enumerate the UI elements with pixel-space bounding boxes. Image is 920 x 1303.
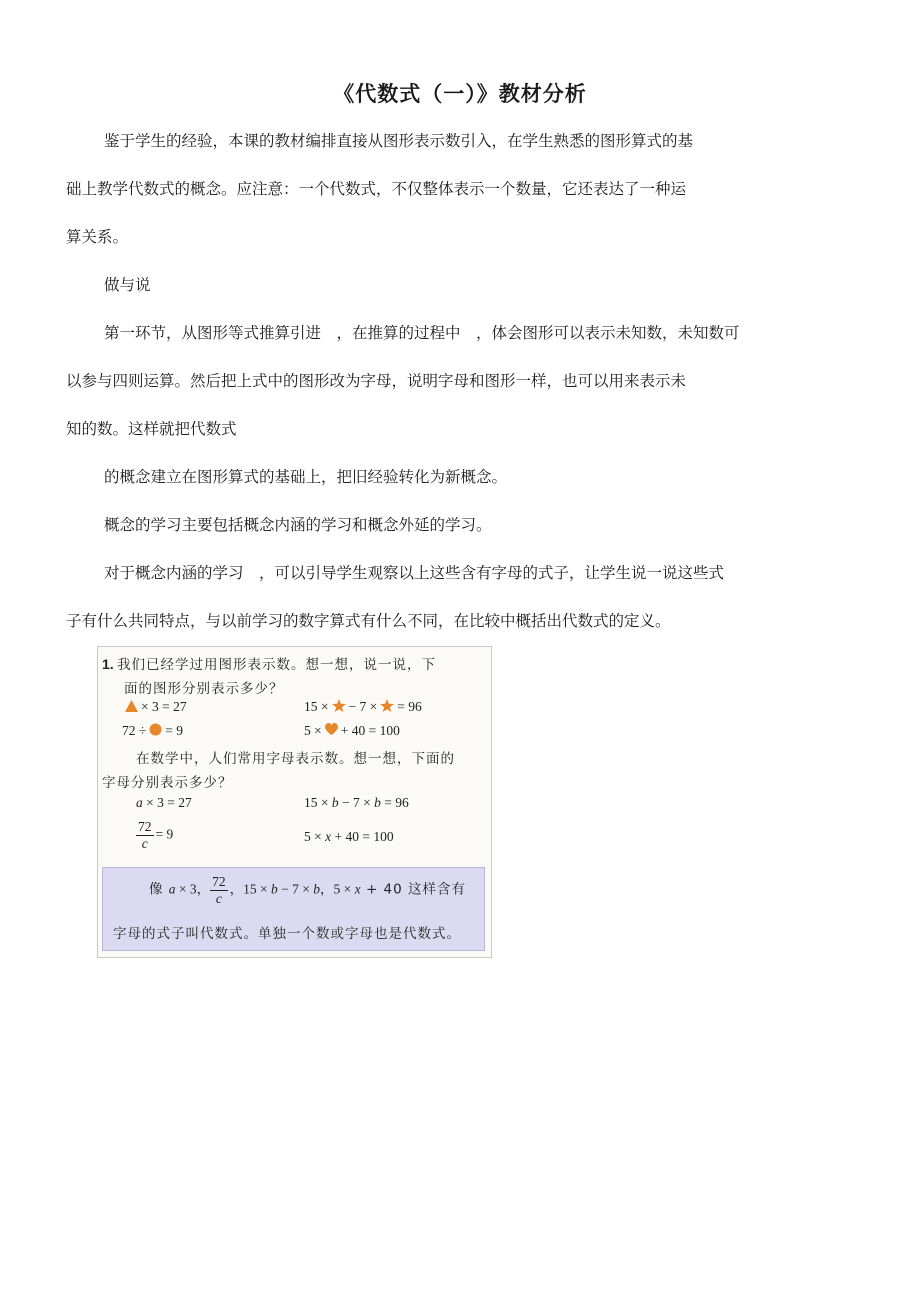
- shape-equation: 72 ÷ = 9: [122, 723, 184, 738]
- section-heading: 做与说: [104, 276, 151, 294]
- heart-icon: [325, 723, 338, 736]
- paragraph-line: 的概念建立在图形算式的基础上，把旧经验转化为新概念。: [104, 468, 508, 486]
- page-title: 《代数式（一）》教材分析: [333, 82, 587, 106]
- paragraph-line: 概念的学习主要包括概念内涵的学习和概念外延的学习。: [104, 516, 492, 534]
- paragraph-line: 算关系。: [66, 228, 129, 246]
- paragraph-line: 以参与四则运算。然后把上式中的图形改为字母，说明字母和图形一样，也可以用来表示未: [66, 372, 687, 390]
- fraction: $\frac{72}{c}$: [212, 874, 226, 906]
- star-icon: [380, 699, 394, 712]
- letter-equation: 15 × b − 7 × b = 96: [304, 795, 409, 810]
- paragraph-line: 子有什么共同特点，与以前学习的数字算式有什么不同，在比较中概括出代数式的定义。: [66, 612, 671, 630]
- letter-equation: 5 × x + 40 = 100: [304, 829, 394, 844]
- fraction: $\frac{72}{c}$: [138, 819, 152, 851]
- paragraph-line: 础上教学代数式的概念。应注意：一个代数式，不仅整体表示一个数量，它还表达了一种运: [66, 180, 687, 198]
- shape-equation: 5 × + 40 = 100: [304, 723, 400, 738]
- letter-equation: $\frac{72}{c}$ = 9: [138, 819, 174, 851]
- paragraph-line: 在数学中，人们常用字母表示数。想一想，下面的: [136, 751, 455, 767]
- definition-box: [102, 867, 485, 951]
- letter-equation: a × 3 = 27: [136, 795, 192, 810]
- definition-line: 字母的式子叫代数式。单独一个数或字母也是代数式。: [113, 926, 461, 942]
- shape-equation: × 3 = 27: [122, 699, 187, 715]
- paragraph-line: 知的数。这样就把代数式: [66, 420, 237, 438]
- star-icon: [332, 699, 346, 712]
- definition-line: 像 a × 3， $\frac{72}{c}$ ，15 × b − 7 × b，5 × x + 40 这样含有: [149, 874, 467, 906]
- question-line: 我们已经学过用图形表示数。想一想，说一说，下: [117, 657, 437, 673]
- paragraph-line: 字母分别表示多少？: [102, 775, 233, 791]
- triangle-icon: [125, 700, 138, 712]
- question-number: 1.: [102, 656, 114, 672]
- paragraph-line: 鉴于学生的经验，本课的教材编排直接从图形表示数引入，在学生熟悉的图形算式的基: [104, 132, 694, 150]
- paragraph-line: 第一环节，从图形等式推算引进 ，在推算的过程中 ，体会图形可以表示未知数，未知数可: [104, 324, 740, 342]
- textbook-figure: [97, 646, 492, 958]
- shape-equation: 15 × − 7 × = 96: [304, 699, 422, 714]
- question-line: 面的图形分别表示多少？: [124, 681, 284, 697]
- paragraph-line: 对于概念内涵的学习 ，可以引导学生观察以上这些含有字母的式子，让学生说一说这些式: [104, 564, 725, 582]
- circle-icon: [149, 723, 162, 736]
